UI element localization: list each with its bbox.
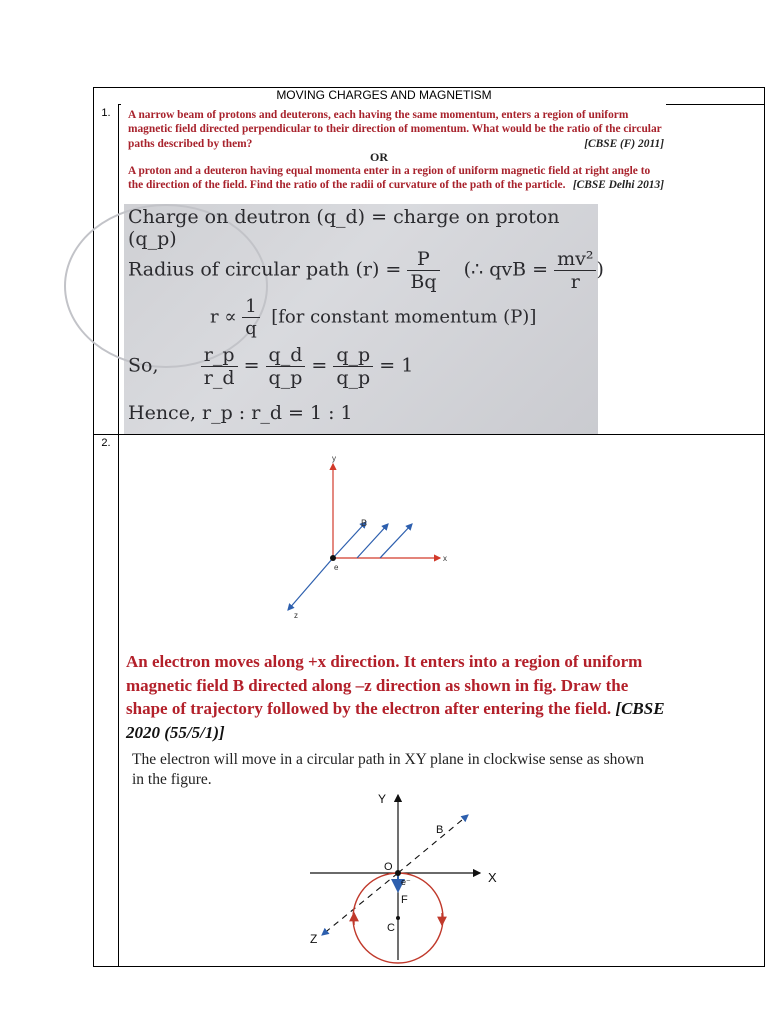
proportional-fraction <box>242 296 260 339</box>
ratio-2-den: q_p <box>268 367 303 389</box>
page-title: MOVING CHARGES AND MAGNETISM <box>276 88 492 102</box>
B-field-dashed <box>398 815 468 873</box>
figure-1-axes <box>280 450 460 625</box>
answer-1-scan <box>124 204 604 434</box>
proportional-note: [for constant momentum (P)] <box>271 306 537 328</box>
radius-fraction <box>407 248 439 293</box>
label-C: C <box>387 922 395 934</box>
label-z: z <box>294 611 298 620</box>
row-number-2: 2. <box>101 437 111 449</box>
answer-1-line-4: So, $\frac{r\_p}{r\_d}$ = $\frac{q\_d}{q\_p}$ = $\frac{q\_p}{q\_p}$ = 1 <box>128 344 414 389</box>
aside-fraction <box>554 248 596 293</box>
label-O: O <box>384 861 393 873</box>
question-1b-text: A proton and a deuteron having equal momenta enter in a region of uniform magnetic field at right angle to the direction of the field. Find the ratio of the radii of curvature of the path of the particle. <box>128 165 651 192</box>
proportional-num: 1 <box>242 296 260 318</box>
answer-2-text: The electron will move in a circular path in XY plane in clockwise sense as shown in the figure. <box>132 751 645 788</box>
row-number-1: 1. <box>101 107 111 119</box>
aside-label: (∴ qvB = <box>463 258 549 281</box>
label-F: F <box>401 894 408 906</box>
question-1a-text: A narrow beam of protons and deuterons, each having the same momentum, enters a region of uniform magnetic field directed perpendicular to their direction of momentum. What would be the ratio of the circular paths described by them? <box>128 109 662 150</box>
ratio-1-den: r_d <box>203 367 235 389</box>
question-1b-source: [CBSE Delhi 2013] <box>572 179 664 192</box>
z-axis <box>288 558 333 610</box>
label-Z: Z <box>310 932 318 946</box>
answer-1-line-3 <box>210 296 536 339</box>
ratio-2-num: q_d <box>266 344 306 367</box>
table-header-rule-right <box>666 104 765 105</box>
aside-den: r <box>570 271 580 293</box>
label-y: y <box>332 454 336 463</box>
label-Y: Y <box>378 792 387 806</box>
label-X: X <box>488 870 497 885</box>
ratio-1-num: r_p <box>201 344 238 367</box>
answer-1-line-2: Radius of circular path (r) = $\frac{P}{Bq}$ (∴ qvB = $\frac{\text{mv²}}{r}$ ) <box>128 248 604 293</box>
aside-num: mv² <box>554 248 596 271</box>
proportional-den: q <box>245 318 257 339</box>
answer-1-line-5: Hence, r_p : r_d = 1 : 1 <box>128 402 353 424</box>
question-2-source: [CBSE 2020 (55/5/1)] <box>126 699 665 742</box>
ratio-fraction-3 <box>333 344 373 389</box>
figure-2-trajectory <box>300 785 520 965</box>
center-dot <box>396 916 400 920</box>
answer-1-line-1: Charge on deutron (q_d) = charge on proton (q_p) <box>128 206 560 250</box>
b-field-arrow-3 <box>380 524 412 558</box>
question-1a-source: [CBSE (F) 2011] <box>584 137 664 150</box>
radius-den: Bq <box>410 271 437 293</box>
ratio-result: = 1 <box>379 354 414 377</box>
radius-num: P <box>407 248 439 271</box>
table-row-divider <box>93 434 765 435</box>
radius-label: Radius of circular path (r) = <box>128 258 402 281</box>
question-2-text: An electron moves along +x direction. It enters into a region of uniform magnetic field B directed along –z direction as shown in fig. Draw the shape of trajectory followed by the electron after entering the field. <box>126 652 643 718</box>
so-label: So, <box>128 354 159 377</box>
label-e: e⁻ <box>401 877 411 887</box>
electron-dot <box>330 555 336 561</box>
question-1-or: OR <box>370 150 388 164</box>
b-field-arrow-2 <box>357 524 388 558</box>
table-header-rule <box>118 104 121 105</box>
label-b: B <box>361 518 368 528</box>
label-B: B <box>436 824 444 836</box>
question-1b <box>128 164 664 204</box>
ratio-fraction-1 <box>201 344 238 389</box>
label-e: e <box>334 563 339 572</box>
proportional-label: r ∝ <box>210 306 237 328</box>
label-x: x <box>443 554 447 563</box>
question-2 <box>126 650 666 744</box>
origin-dot <box>395 870 401 876</box>
question-1a <box>128 108 664 151</box>
ratio-3-num: q_p <box>333 344 373 367</box>
ratio-3-den: q_p <box>336 367 371 389</box>
ratio-fraction-2 <box>266 344 306 389</box>
